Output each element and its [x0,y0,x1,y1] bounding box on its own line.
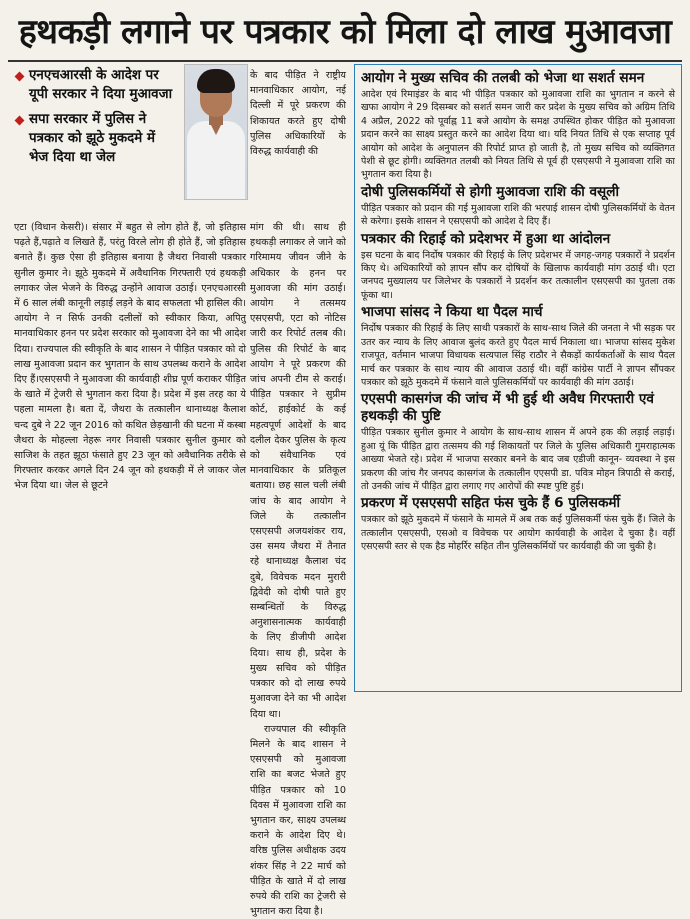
section-heading: एएसपी कासगंज की जांच में भी हुई थी अवैध गिरफ्तारी एवं हथकड़ी की पुष्टि [361,391,654,425]
diamond-bullet-icon [15,116,25,126]
bullet-item [14,110,178,167]
bullet-item [14,66,178,104]
bullet-text: एनएचआरसी के आदेश पर यूपी सरकार ने दिया मुआवजा [29,68,173,102]
section-text: आदेश एवं रिमाइंडर के बाद भी पीड़ित पत्रकार को मुआवजा राशि का भुगतान न करने से खफा आयोग ने 29 दिसम्बर को सशर्त समन जारी कर प्रदेश के मुख्य सचिव को अग्रिम तिथि 4 अप्रैल, 2022 को पूर्वाह्न 11 बजे आयोग के समक्ष उपस्थित होकर पीड़ित को मुआवजा प्रदान करने का साक्ष्य प्रस्तुत करने का आदेश दिया था। यदि नियत तिथि से एक सप्ताह पूर्व आयोग को आदेश के अनुपालन की रिपोर्ट प्राप्त हो जाती है, तो मुख्य सचिव को व्यक्तिगत पेशी से छूट होगी। व्यक्तिगत तलबी को नियत तिथि से पूर्व ही एसएसपी ने मुआवजा राशि का भुगतान करा दिया है। [361,89,675,181]
section-heading: पत्रकार की रिहाई को प्रदेशभर में हुआ था आंदोलन [361,230,611,247]
headline-rule [8,60,682,62]
section-heading: भाजपा सांसद ने किया था पैदल मार्च [361,304,543,321]
summary-bullets [14,66,178,206]
bullet-text: सपा सरकार में पुलिस ने पत्रकार को झूठे मुकदमे में भेज दिया था जेल [29,112,155,165]
article-col2-top: के बाद पीड़ित ने राष्ट्रीय मानवाधिकार आयोग, नई दिल्ली में पूरे प्रकरण की शिकायत करते हुए दोषी पुलिस अधिकारियों के विरुद्ध कार्यवाही की [250,70,346,158]
section-text: पत्रकार को झूठे मुकदमे में फंसाने के मामले में अब तक कई पुलिसकर्मी फंस चुके हैं। जिले के तत्कालीन एसएसपी, एसओ व विवेचक पर आयोग कार्यवाही के आदेश दे चुका है। वहीं एसएसपी स्तर से एक हैड मोहर्रिर सहित तीन पुलिसकर्मियों पर कार्यवाही की जा चुकी है। [361,514,675,553]
journalist-photo [184,64,248,200]
section-heading: आयोग ने मुख्य सचिव की तलबी को भेजा था सशर्त समन [361,70,645,86]
diamond-bullet-icon [15,72,25,82]
section-heading: दोषी पुलिसकर्मियों से होगी मुआवजा राशि की वसूली [361,183,619,200]
section-text: इस घटना के बाद निर्दोष पत्रकार की रिहाई के लिए प्रदेशभर में जगह-जगह पत्रकारों ने प्रदर्शन किए थे। अधिकारियों को ज्ञापन सौंप कर दोषियों के खिलाफ कार्यवाही मांग उठाई थी। एटा जनपद मुख्यालय पर जिलेभर के पत्रकारों ने प्रदर्शन कर तत्कालीन एसएसपी का पुतला तक फूंका था। [361,249,675,301]
section-heading: प्रकरण में एसएसपी सहित फंस चुके हैं 6 पुलिसकर्मी [361,495,621,512]
headline: हथकड़ी लगाने पर पत्रकार को मिला दो लाख मुआवजा [18,12,672,52]
section-text: पीड़ित पत्रकार सुनील कुमार ने आयोग के साथ-साथ शासन में अपने हक की लड़ाई लड़ाई। हुआ यूं कि पीड़ित द्वारा तत्समय की गई शिकायतों पर जिले के पुलिस अधिकारी गुमराहात्मक आख्या भेजते रहे। प्रदेश में भाजपा सरकार बनने के बाद जब एडीजी कानून- व्यवस्था ने इस प्रकरण की जांच गैर जनपद कासगंज के तत्कालीन एएसपी डा. पवित्र मोहन त्रिपाठी से कराई, तो उनकी जांच में पीड़ित द्वारा लगाए गए आरोपों की स्पष्ट पुष्टि हुई। [361,427,675,492]
article-col2-para2: राज्यपाल की स्वीकृति मिलने के बाद शासन ने एसएसपी को मुआवजा राशि का बजट भेजते हुए पीड़ित पत्रकार को 10 दिवस में मुआवजा राशि का भुगतान कर, साक्ष्य उपलब्ध कराने के आदेश दिए थे। वरिष्ठ पुलिस अधीक्षक उदय शंकर सिंह ने 22 मार्च को पीड़ित के खाते में दो लाख रुपये की राशि का ट्रेजरी से भुगतान करा दिया है। [250,723,346,918]
article-col2-para: मांग की थी। साथ ही हथकड़ी लगाकर ले जाने को गरिमामय जीवन जीने के अधिकार के हनन पर मुआवजा की मांग उठाई। आयोग ने तत्समय एसएसपी, एटा को नोटिस जारी कर रिपोर्ट तलब की। पुलिस की रिपोर्ट के बाद आयोग ने पूरे प्रकरण की जांच अपनी टीम से कराई। पीड़ित पत्रकार ने सुप्रीम कोर्ट, हाईकोर्ट के कई महत्वपूर्ण आदेशों के बाद दलील देकर पुलिस के कृत्य को संवैधानिक एवं मानवाधिकार के प्रतिकूल बताया। छह साल चली लंबी जांच के बाद आयोग ने जिले के तत्कालीन एसएसपी अजयशंकर राय, उस समय जैथरा में तैनात रहे थानाध्यक्ष कैलाश चंद दुबे, विवेचक मदन मुरारी द्विवेदी को दोषी पाते हुए सम्बन्धितों के विरुद्ध अनुशासनात्मक कार्यवाही के लिए डीजीपी आदेश दिया। साथ ही, प्रदेश के मुख्य सचिव को पीड़ित पत्रकार को दो लाख रुपये मुआवजा देने का भी आदेश दिया था। [250,222,346,720]
section-text: निर्दोष पत्रकार की रिहाई के लिए साथी पत्रकारों के साथ-साथ जिले की जनता ने भी सड़क पर उतर कर न्याय के लिए आवाज बुलंद करते हुए पैदल मार्च निकाला था। भाजपा सांसद मुकेश राजपूत, वर्तमान भाजपा विधायक सत्यपाल सिंह राठौर ने सैकड़ों कार्यकर्ताओं के साथ पैदल मार्च कर पत्रकार के साथ न्याय की आवाज उठाई थी। वहीं कांग्रेस पार्टी ने ज्ञापन सौंपकर पत्रकार को झूठे मुकदमे में फंसाने वाले पुलिसकर्मियों पर कार्यवाही की मांग उठाई। [361,323,675,388]
section-text: पीड़ित पत्रकार को प्रदान की गई मुआवजा राशि की भरपाई शासन दोषी पुलिसकर्मियों के वेतन से करेगा। इसके शासन ने एसएसपी को आदेश दे दिए हैं। [361,202,675,228]
article-col1: एटा (विधान केसरी)। संसार में बहुत से लोग होते हैं, जो इतिहास पढ़ते हैं,पढ़ाते व लिखते हैं, परंतु विरले लोग ही होते हैं, जो इतिहास बनाते हैं। कुछ ऐसा ही इतिहास बनाया है जैथरा निवासी पत्रकार सुनील कुमार ने। झूठे मुकदमे में अवैधानिक गिरफ्तारी एवं हथकड़ी लगाकर जेल भेजने के विरुद्ध उन्होंने आवाज उठाई। एनएचआरसी में 6 साल लंबी कानूनी लड़ाई लड़ने के बाद सफलता भी हासिल की। आयोग ने न सिर्फ उनकी दलीलों को स्वीकार किया, अपितु मानवाधिकार हनन पर प्रदेश सरकार को मुआवजा देने का भी आदेश दिया। राज्यपाल की स्वीकृति के बाद शासन ने पीड़ित पत्रकार को दो लाख मुआवजा प्रदान कर भुगतान के साथ उपलब्ध कराने के आदेश दिए हैं।एसएसपी ने मुआवजा की कार्यवाही शीघ्र पूर्ण कराकर पीड़ित के खाते में ट्रेजरी से भुगतान करा दिया है। प्रदेश में इस तरह का ये पहला मामला है। बता दें, जैथरा के तत्कालीन थानाध्यक्ष कैलाश चन्द दुबे ने 22 जून 2016 को कथित छेड़खानी की घटना में कस्बा जैथरा के मोहल्ला नेहरू नगर निवासी पत्रकार सुनील कुमार को साजिश के तहत झूठा फंसाते हुए 23 जून को अवैधानिक तरीके से गिरफ्तार करकर अगले दिन 24 जून को हथकड़ी में ले जाकर जेल भेज दिया था। जेल से छूटने [14,222,246,492]
sidebar-box [354,64,682,692]
article-col2 [250,220,346,919]
